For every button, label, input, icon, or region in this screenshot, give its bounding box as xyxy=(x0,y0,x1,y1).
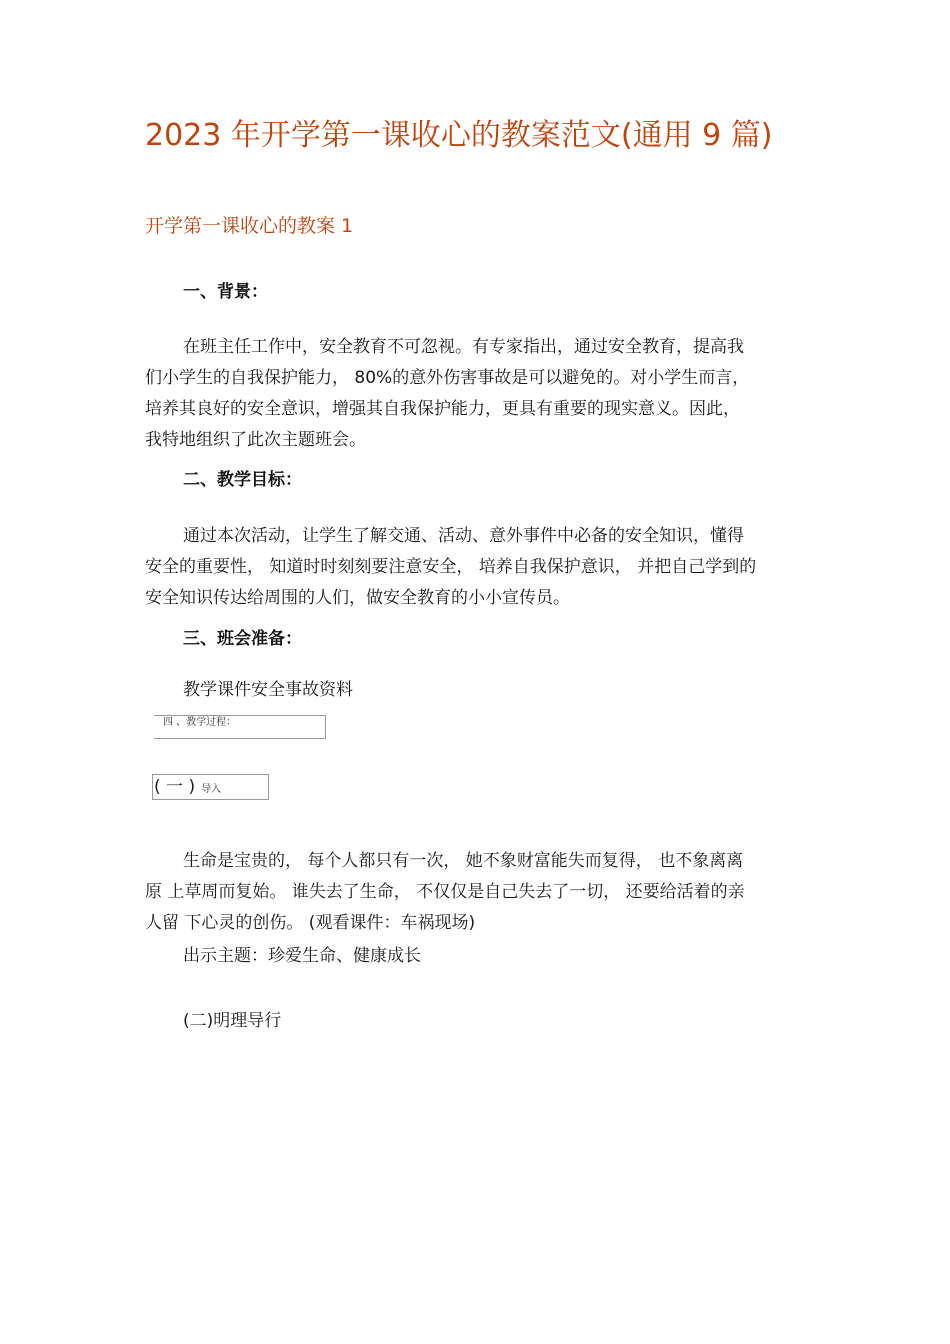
paragraph-line: 我特地组织了此次主题班会。 xyxy=(145,430,366,450)
goals-heading: 二、教学目标： xyxy=(183,470,302,490)
next-subsection: (二)明理导行 xyxy=(183,1011,282,1031)
paragraph-line: 原 上草周而复始。 谁失去了生命， 不仅仅是自己失去了一切， 还要给活着的亲 xyxy=(145,882,745,902)
lesson-subtitle: 开学第一课收心的教案 1 xyxy=(145,215,354,237)
prep-heading: 三、班会准备： xyxy=(183,629,302,649)
paragraph-line: 们小学生的自我保护能力， 80%的意外伤害事故是可以避免的。对小学生而言， xyxy=(145,368,750,388)
theme-text: 出示主题：珍爱生命、健康成长 xyxy=(183,946,421,966)
goals-paragraph xyxy=(145,521,825,614)
intro-paren: ( 一 ) xyxy=(154,777,196,797)
process-heading-box xyxy=(154,715,326,739)
intro-heading-box xyxy=(152,774,269,800)
paragraph-line: 安全的重要性， 知道时时刻刻要注意安全， 培养自我保护意识， 并把自己学到的 xyxy=(145,557,757,577)
paragraph-line: 人留 下心灵的创伤。 (观看课件：车祸现场) xyxy=(145,913,476,933)
paragraph-line: 通过本次活动，让学生了解交通、活动、意外事件中必备的安全知识，懂得 xyxy=(183,526,744,546)
background-heading: 一、背景： xyxy=(183,282,268,302)
process-heading: 四 、教学过程： xyxy=(163,717,237,728)
paragraph-line: 生命是宝贵的， 每个人都只有一次， 她不象财富能失而复得， 也不象离离 xyxy=(183,851,744,871)
paragraph-line: 安全知识传达给周围的人们，做安全教育的小小宣传员。 xyxy=(145,588,570,608)
prep-text: 教学课件安全事故资料 xyxy=(183,680,353,700)
intro-paragraph xyxy=(145,846,825,939)
intro-label: 导入 xyxy=(201,784,222,795)
paragraph-line: 培养其良好的安全意识，增强其自我保护能力，更具有重要的现实意义。因此， xyxy=(145,399,740,419)
document-title: 2023 年开学第一课收心的教案范文(通用 9 篇) xyxy=(145,118,773,153)
background-paragraph xyxy=(145,332,825,456)
paragraph-line: 在班主任工作中，安全教育不可忽视。有专家指出，通过安全教育，提高我 xyxy=(183,337,744,357)
